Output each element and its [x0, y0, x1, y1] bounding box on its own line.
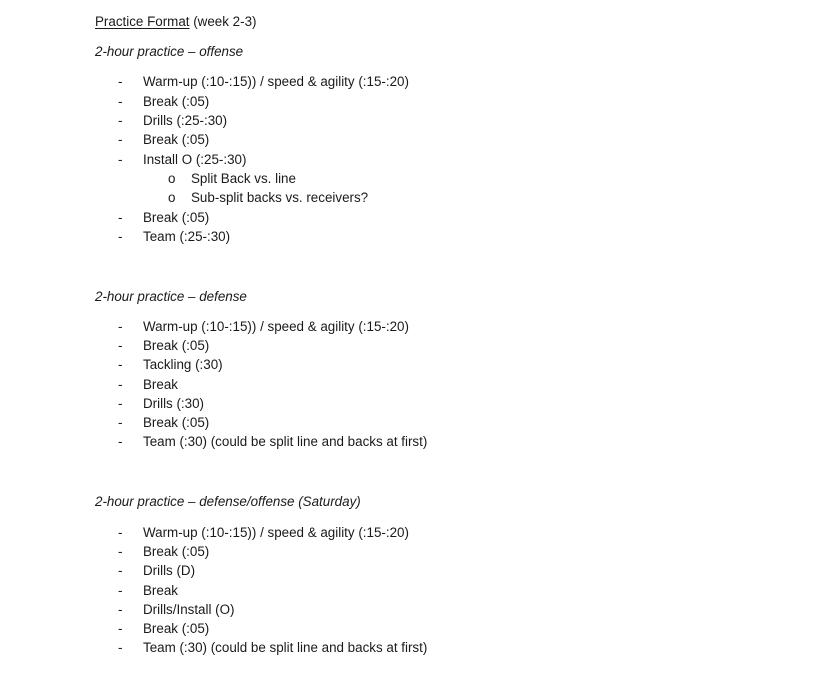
title-rest: (week 2-3)	[189, 14, 257, 29]
list-marker: -	[118, 210, 123, 225]
list-marker: -	[118, 640, 123, 655]
list-item: Tackling (:30)	[143, 357, 223, 372]
list-item: Drills (:30)	[143, 396, 205, 411]
list-item: Drills/Install (O)	[143, 602, 235, 617]
list-marker: -	[118, 319, 123, 334]
list-marker: -	[118, 74, 123, 89]
list-marker: -	[118, 396, 123, 411]
list-item: Break (:05)	[143, 621, 210, 636]
list-item: Break (:05)	[143, 338, 210, 353]
list-item: Break (:05)	[143, 94, 210, 109]
list-marker: -	[118, 544, 123, 559]
list-item: Break (:05)	[143, 544, 210, 559]
list-item: Break (:05)	[143, 415, 210, 430]
list-marker: -	[118, 357, 123, 372]
section-heading-offense: 2-hour practice – offense	[95, 44, 244, 59]
section-heading-saturday: 2-hour practice – defense/offense (Saturday)	[95, 494, 361, 509]
list-marker: -	[118, 621, 123, 636]
list-item: Drills (:25-:30)	[143, 113, 228, 128]
list-marker: -	[118, 152, 123, 167]
list-marker: -	[118, 94, 123, 109]
document-title	[95, 13, 256, 31]
sub-list-marker: o	[168, 190, 176, 205]
list-item: Break (:05)	[143, 132, 210, 147]
sub-list-item: Sub-split backs vs. receivers?	[191, 190, 369, 205]
list-item: Break (:05)	[143, 210, 210, 225]
list-marker: -	[118, 434, 123, 449]
list-item: Warm-up (:10-:15)) / speed & agility (:15-:20)	[143, 319, 409, 334]
list-marker: -	[118, 525, 123, 540]
list-marker: -	[118, 377, 123, 392]
sub-list-item: Split Back vs. line	[191, 171, 296, 186]
list-item: Drills (D)	[143, 563, 196, 578]
list-item: Warm-up (:10-:15)) / speed & agility (:15-:20)	[143, 74, 409, 89]
list-marker: -	[118, 132, 123, 147]
list-marker: -	[118, 563, 123, 578]
title-underlined: Practice Format	[95, 14, 190, 29]
list-marker: -	[118, 113, 123, 128]
sub-list-marker: o	[168, 171, 176, 186]
list-marker: -	[118, 229, 123, 244]
list-item: Team (:30) (could be split line and backs at first)	[143, 434, 428, 449]
list-item: Break	[143, 377, 178, 392]
list-item: Team (:30) (could be split line and backs at first)	[143, 640, 428, 655]
list-marker: -	[118, 338, 123, 353]
list-marker: -	[118, 602, 123, 617]
section-heading-defense: 2-hour practice – defense	[95, 289, 247, 304]
list-item: Install O (:25-:30)	[143, 152, 247, 167]
list-item: Team (:25-:30)	[143, 229, 231, 244]
list-item: Break	[143, 583, 178, 598]
list-marker: -	[118, 415, 123, 430]
list-item: Warm-up (:10-:15)) / speed & agility (:15-:20)	[143, 525, 409, 540]
list-marker: -	[118, 583, 123, 598]
